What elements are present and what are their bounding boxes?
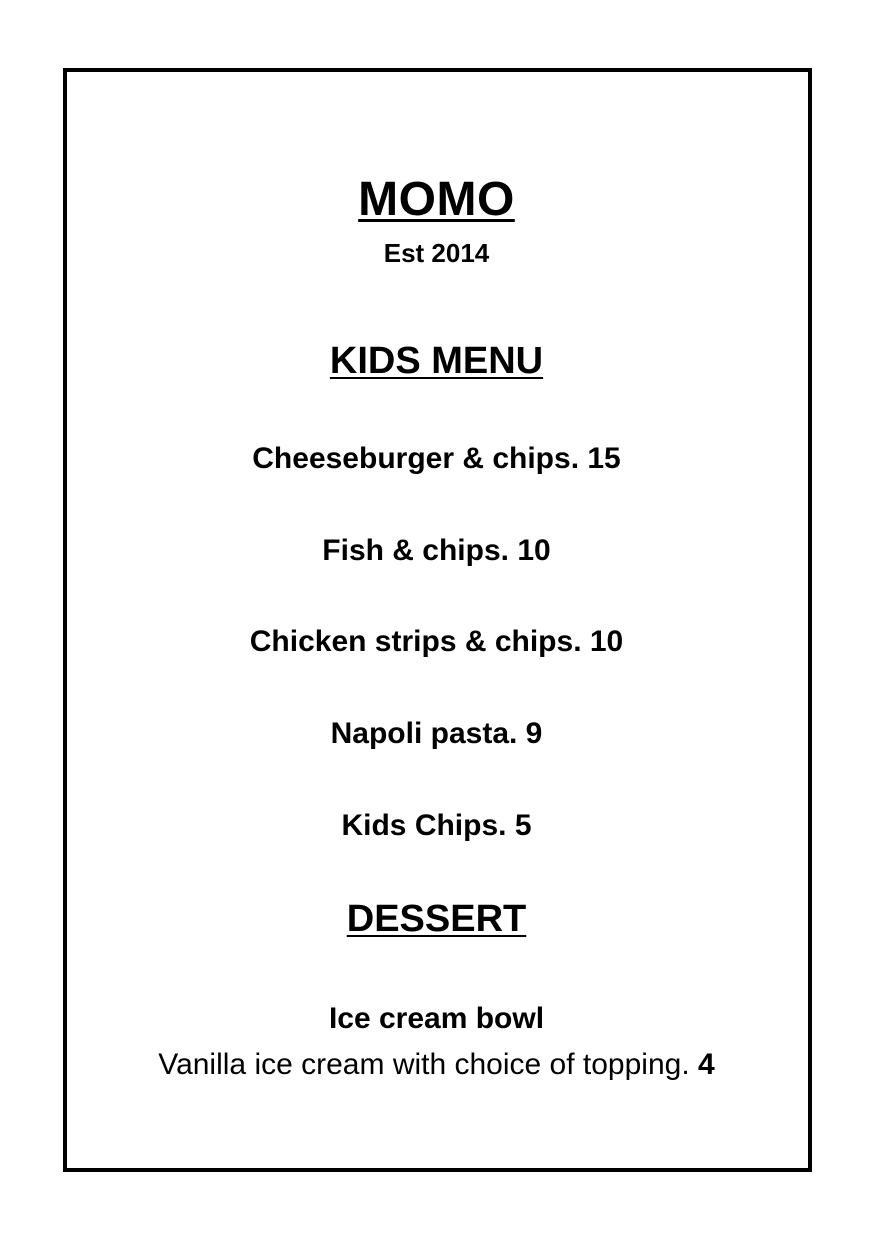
menu-item-cheeseburger: Cheeseburger & chips. 15 xyxy=(252,442,621,475)
dessert-item-price: 4 xyxy=(698,1048,715,1081)
dessert-item-description: Vanilla ice cream with choice of topping. xyxy=(158,1048,690,1081)
restaurant-name: MOMO xyxy=(358,173,515,226)
menu-item-kids-chips: Kids Chips. 5 xyxy=(341,809,532,842)
kids-menu-title: KIDS MENU xyxy=(329,340,544,382)
dessert-item-name: Ice cream bowl xyxy=(328,1002,545,1035)
dessert-title: DESSERT xyxy=(346,898,527,940)
menu-item-chicken-strips: Chicken strips & chips. 10 xyxy=(249,625,624,658)
dessert-item-line xyxy=(0,1048,873,1082)
established-year: Est 2014 xyxy=(383,238,490,268)
menu-item-napoli-pasta: Napoli pasta. 9 xyxy=(330,717,543,750)
menu-item-fish: Fish & chips. 10 xyxy=(322,534,551,567)
